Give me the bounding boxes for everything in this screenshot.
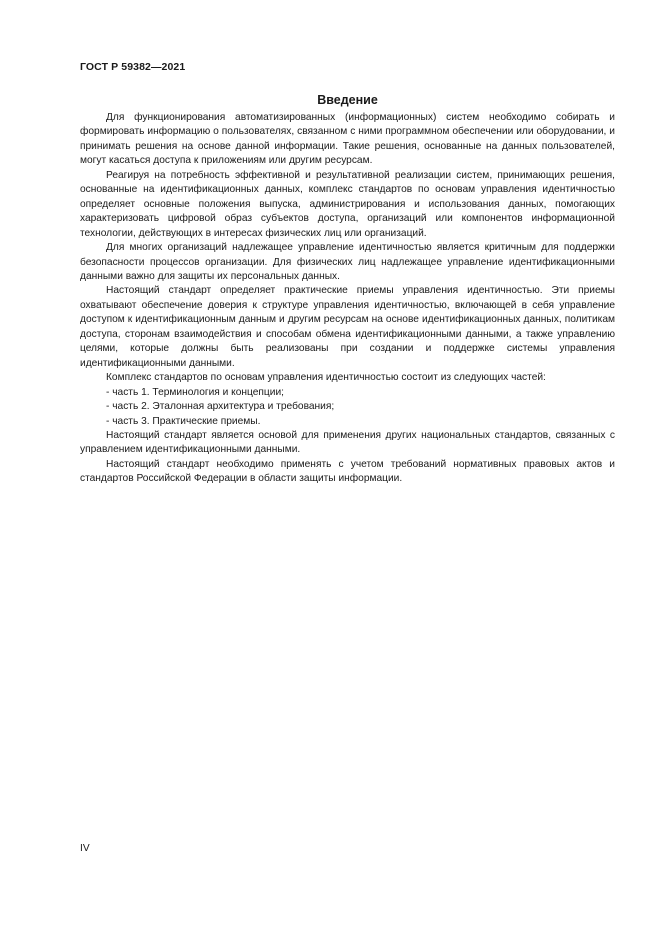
- document-code: ГОСТ Р 59382—2021: [80, 61, 186, 73]
- section-title: Введение: [317, 93, 378, 107]
- paragraph: Реагируя на потребность эффективной и результативной реализации систем, принимающих решения, основанные на идентификационных данных, комплекс стандартов по основам управления идентичностью определяет основные положения выпуска, администрирования и использования данных, помогающих характеризовать цифровой образ субъектов доступа, организаций или компонентов информационной технологии, действующих в интересах физических лиц или организаций.: [80, 169, 615, 239]
- paragraph: Комплекс стандартов по основам управления идентичностью состоит из следующих частей:: [106, 372, 546, 384]
- paragraph: Для функционирования автоматизированных (информационных) систем необходимо собирать и формировать информацию о пользователях, связанном с ними программном обеспечении или оборудовании, и принимать решения на основе данной информации. Такие решения, основанные на данных пользователей, могут касаться доступа к приложениям или другим ресурсам.: [80, 112, 615, 167]
- list-item: - часть 2. Эталонная архитектура и требования;: [106, 401, 335, 413]
- paragraph: Настоящий стандарт является основой для применения других национальных стандартов, связанных с управлением идентификационными данными.: [80, 429, 615, 456]
- list-item: - часть 1. Терминология и концепции;: [106, 386, 284, 398]
- paragraph: Настоящий стандарт необходимо применять с учетом требований нормативных правовых актов и стандартов Российской Федерации в области защиты информации.: [80, 458, 615, 485]
- document-body: [80, 111, 615, 487]
- paragraph: Для многих организаций надлежащее управление идентичностью является критичным для поддержки безопасности процессов организации. Для физических лиц надлежащее управление идентификационными данными важно для защиты их персональных данных.: [80, 242, 615, 282]
- list-item: - часть 3. Практические приемы.: [106, 415, 261, 427]
- paragraph: Настоящий стандарт определяет практические приемы управления идентичностью. Эти приемы охватывают обеспечение доверия к структуре управления идентичностью, включающей в себя управление доступом к идентификационным данным и другим ресурсам на основе идентификационных данных, политикам доступа, сторонам взаимодействия и способам обмена идентификационными данными, а также управлению целями, которые должны быть реализованы при создании и поддержке системы управления идентификационными данными.: [80, 285, 615, 369]
- page-number: IV: [80, 843, 90, 854]
